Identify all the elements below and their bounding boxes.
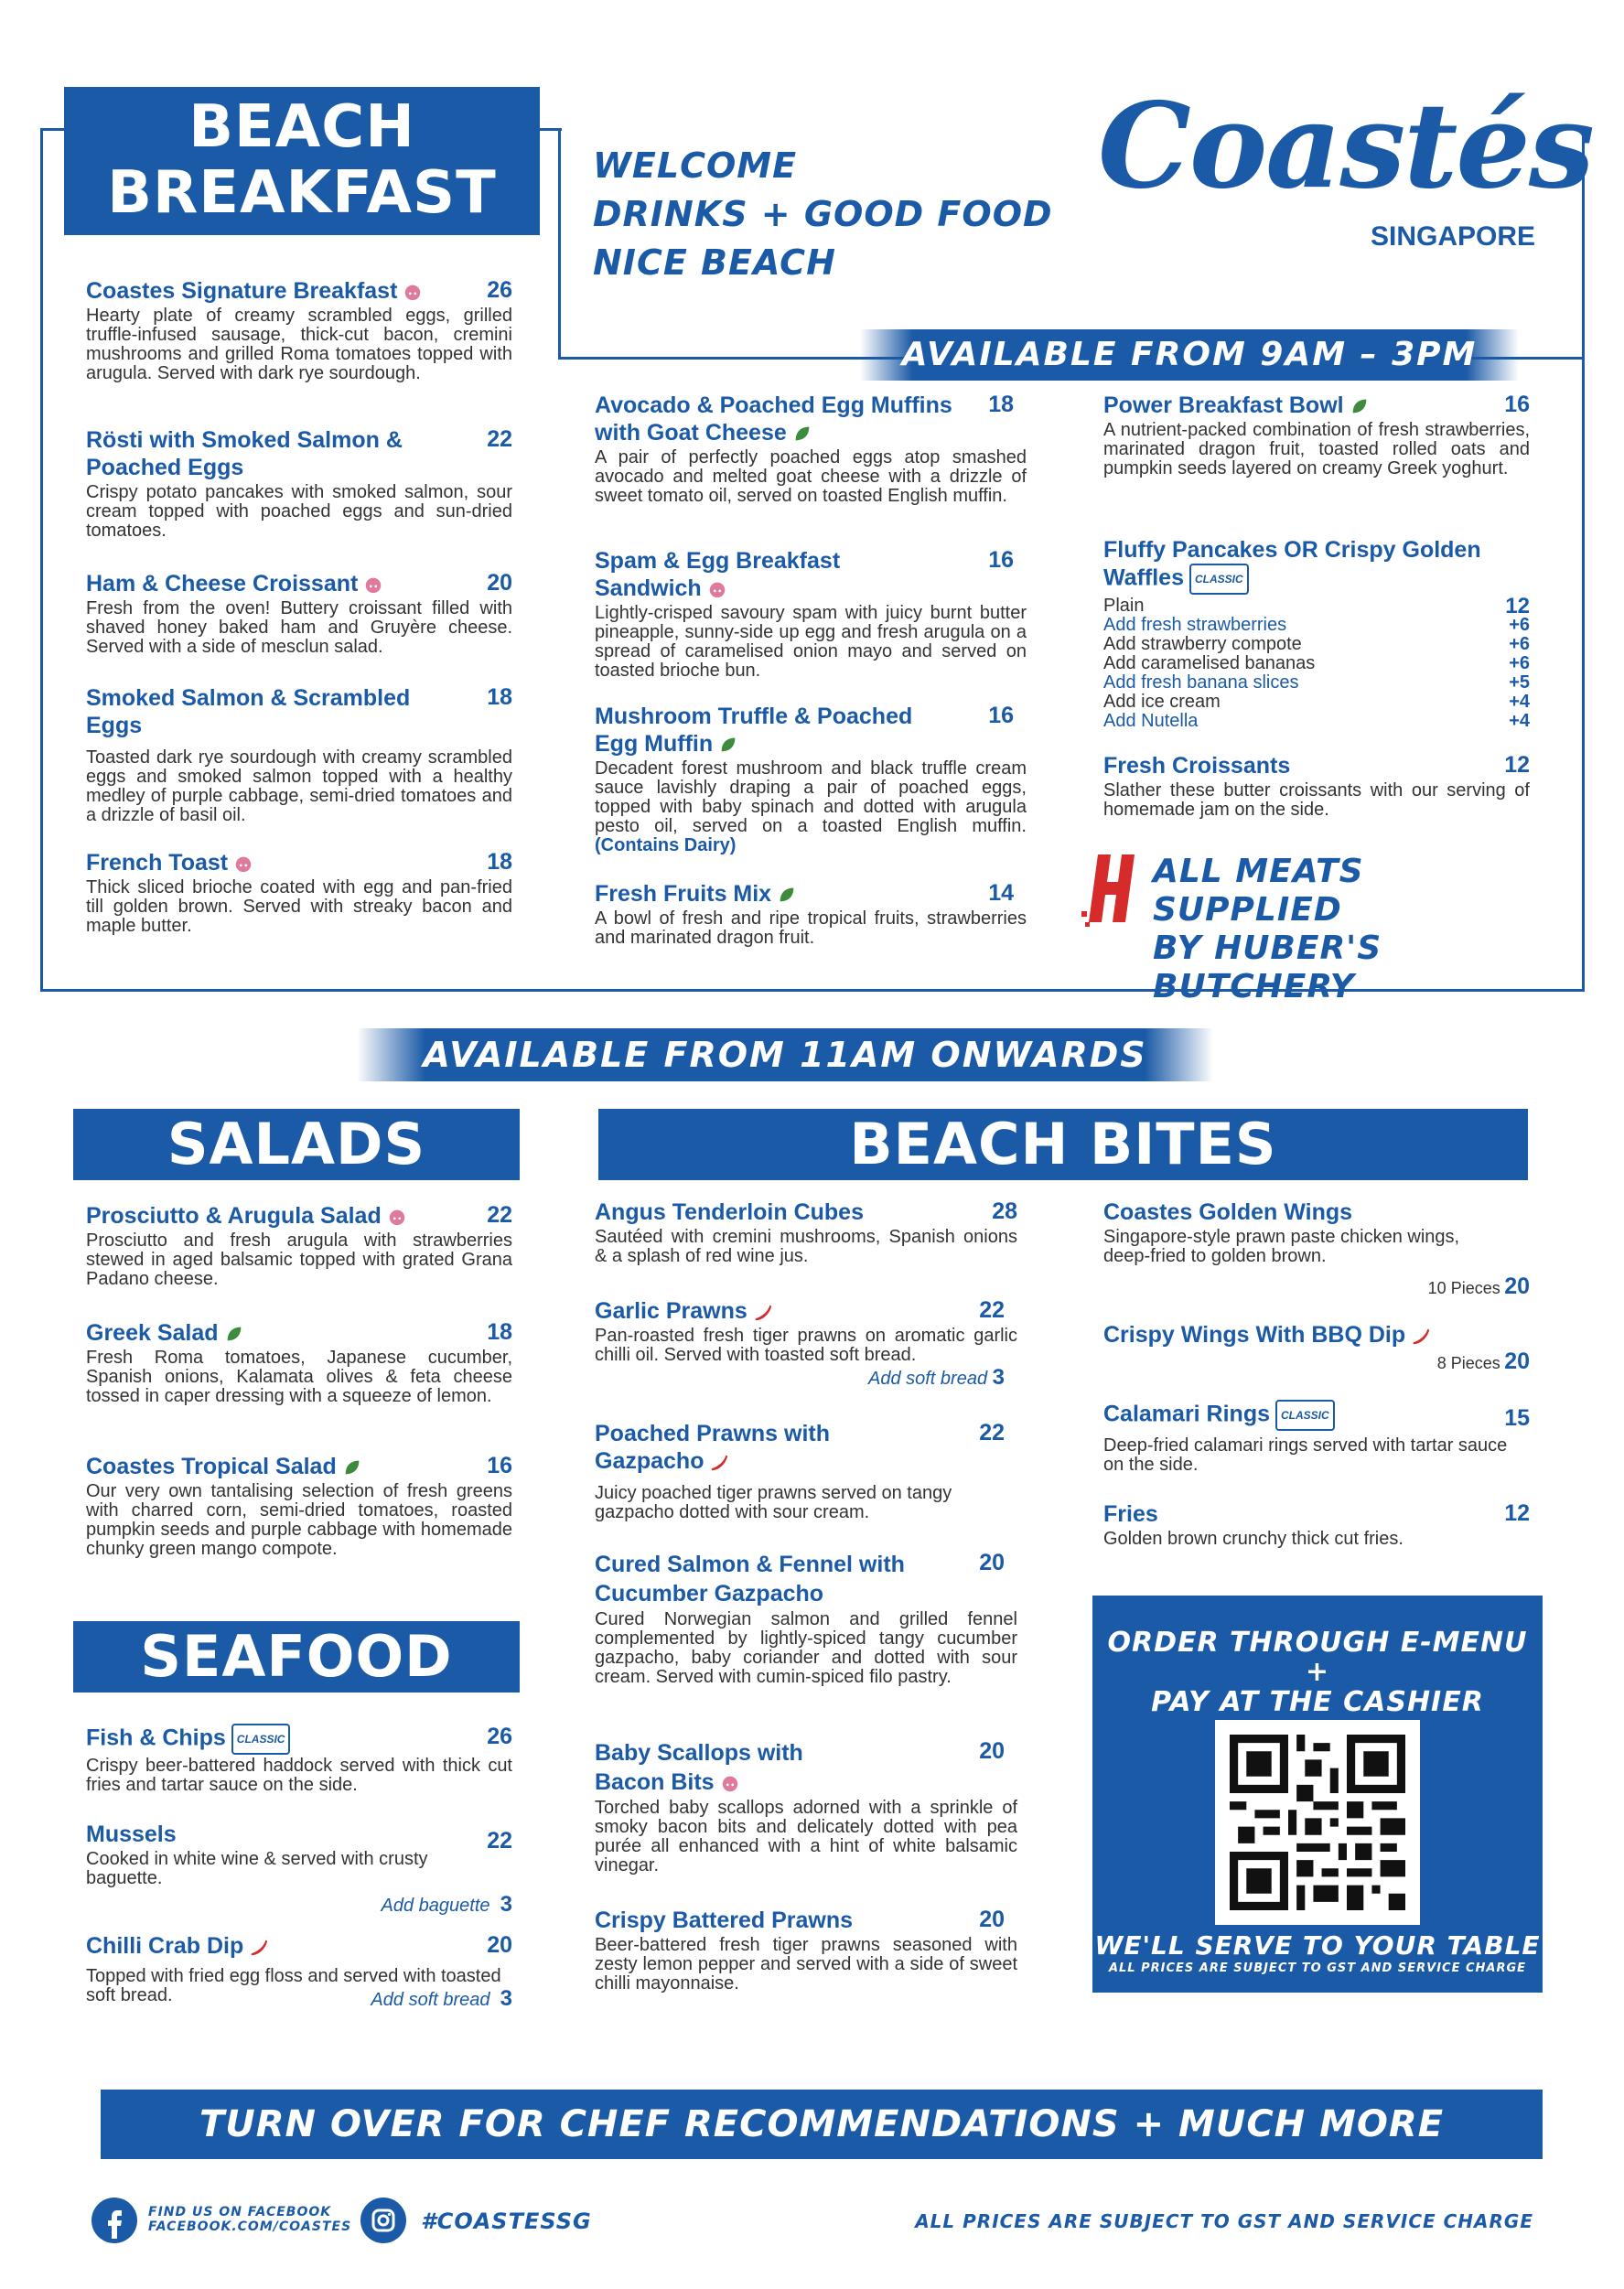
order-box xyxy=(1092,1596,1543,1993)
option-price: +6 xyxy=(1509,653,1530,673)
butcher-line2: BY HUBER'S BUTCHERY xyxy=(1153,930,1382,1005)
logo-wordmark: Coastés xyxy=(1098,78,1593,215)
item-name: Coastes Tropical Salad xyxy=(86,1454,337,1479)
vegetarian-leaf-icon xyxy=(718,735,738,755)
item-name: Avocado & Poached Egg Muffins with Goat Cheese xyxy=(595,392,952,446)
vegetarian-leaf-icon xyxy=(342,1457,362,1478)
item-desc: A pair of perfectly poached eggs atop smashed avocado and melted goat cheese with a drizzle of sweet tomato oil, served on toasted English muffin. xyxy=(595,447,1027,506)
item-desc: Prosciutto and fresh arugula with strawberries stewed in aged balsamic topped with grated Grana Padano cheese. xyxy=(86,1230,512,1289)
addon-price: 3 xyxy=(500,1986,512,2011)
item-desc: Crispy potato pancakes with smoked salmon, sour cream topped with poached eggs and sun-dried tomatoes. xyxy=(86,482,512,541)
menu-item xyxy=(1103,392,1530,478)
breakfast-header xyxy=(64,87,540,235)
facebook-icon xyxy=(91,2198,137,2243)
item-price: 20 xyxy=(1504,1349,1530,1374)
item-price: 18 xyxy=(988,392,1014,417)
footer-note: ALL PRICES ARE SUBJECT TO GST AND SERVICE CHARGE xyxy=(915,2210,1533,2232)
turnover-banner: TURN OVER FOR CHEF RECOMMENDATIONS + MUCH MORE xyxy=(101,2090,1543,2159)
item-desc: Fresh from the oven! Buttery croissant filled with shaved honey baked ham and Gruyère cheese. Served with a side of mesclun salad. xyxy=(86,598,512,657)
item-price: 22 xyxy=(979,1420,1005,1445)
item-price: 18 xyxy=(487,684,512,710)
option-label: Add strawberry compote xyxy=(1103,634,1302,654)
item-name: Coastes Golden Wings xyxy=(1103,1199,1353,1225)
pork-icon xyxy=(707,579,727,599)
option-label: Add caramelised bananas xyxy=(1103,653,1316,673)
item-name: Fries xyxy=(1103,1501,1158,1527)
breakfast-frame-divider xyxy=(558,128,561,357)
item-price: 22 xyxy=(487,426,512,452)
item-price: 20 xyxy=(1504,1273,1530,1299)
pork-icon xyxy=(403,282,423,302)
option-price: 12 xyxy=(1505,594,1530,618)
qr-code[interactable] xyxy=(1215,1720,1420,1925)
breakfast-banner: AVAILABLE FROM 9AM – 3PM xyxy=(860,329,1519,381)
item-name: Mussels xyxy=(86,1822,177,1847)
item-price: 16 xyxy=(988,703,1014,728)
menu-item xyxy=(1103,752,1530,820)
classic-badge: CLASSIC xyxy=(231,1724,291,1755)
menu-item xyxy=(595,1420,1017,1522)
item-price: 20 xyxy=(979,1738,1005,1764)
item-price: 20 xyxy=(487,1932,512,1958)
addon xyxy=(595,1365,1017,1391)
item-name: Fresh Croissants xyxy=(1103,753,1291,779)
item-desc: Pan-roasted fresh tiger prawns on aromatic garlic chilli oil. Served with toasted soft bread. xyxy=(595,1326,1017,1365)
addon-price: 3 xyxy=(500,1892,512,1917)
item-name: Baby Scallops with Bacon Bits xyxy=(595,1740,803,1795)
vegetarian-leaf-icon xyxy=(1350,396,1370,416)
butcher-note xyxy=(1080,851,1555,1005)
item-name: French Toast xyxy=(86,850,229,876)
facebook-url: FACEBOOK.COM/COASTES xyxy=(148,2219,352,2234)
menu-item xyxy=(86,1319,512,1406)
item-desc: A nutrient-packed combination of fresh strawberries, marinated dragon fruit, toasted rolled oats and pumpkin seeds layered on creamy Greek yoghurt. xyxy=(1103,420,1530,478)
item-name: Coastes Signature Breakfast xyxy=(86,278,398,304)
breakfast-header-line2: BREAKFAST xyxy=(107,159,497,227)
menu-item xyxy=(86,1821,512,1918)
order-fine-print: ALL PRICES ARE SUBJECT TO GST AND SERVICE CHARGE xyxy=(1108,1961,1527,1975)
addon-label: Add soft bread xyxy=(867,1369,988,1389)
item-name: Fluffy Pancakes OR Crispy Golden Waffles xyxy=(1103,537,1481,591)
menu-item xyxy=(595,1198,1017,1266)
menu-item xyxy=(1103,1400,1530,1475)
item-desc: Thick sliced brioche coated with egg and pan-fried till golden brown. Served with streaky bacon and maple butter. xyxy=(86,877,512,936)
menu-item xyxy=(1103,1198,1530,1300)
menu-item xyxy=(1103,1321,1530,1375)
menu-item xyxy=(86,426,512,541)
item-name: Ham & Cheese Croissant xyxy=(86,571,359,596)
portion xyxy=(1103,1349,1530,1375)
classic-badge: CLASSIC xyxy=(1189,564,1249,595)
item-desc: Lightly-crisped savoury spam with juicy burnt butter pineapple, sunny-side up egg and fresh arugula on a spread of caramelised onion mayo and served on toasted brioche bun. xyxy=(595,603,1027,681)
option-row xyxy=(1103,693,1530,712)
item-price: 16 xyxy=(487,1453,512,1478)
item-price: 22 xyxy=(979,1297,1005,1323)
item-price: 20 xyxy=(979,1550,1005,1575)
item-price: 18 xyxy=(487,849,512,875)
instagram-link[interactable] xyxy=(360,2198,592,2245)
item-desc: A bowl of fresh and ripe tropical fruits, strawberries and marinated dragon fruit. xyxy=(595,908,1027,948)
item-price: 20 xyxy=(979,1907,1005,1932)
order-plus: + xyxy=(1305,1656,1330,1688)
menu-item xyxy=(595,1738,1017,1875)
item-price: 16 xyxy=(988,547,1014,573)
item-name: Prosciutto & Arugula Salad xyxy=(86,1203,382,1229)
menu-item xyxy=(86,684,512,825)
addon-label: Add baguette xyxy=(381,1896,490,1916)
item-name: Smoked Salmon & Scrambled Eggs xyxy=(86,685,411,738)
chilli-icon xyxy=(753,1302,773,1322)
item-price: 22 xyxy=(487,1828,512,1854)
order-line1: ORDER THROUGH E-MENU xyxy=(1107,1627,1528,1659)
chilli-icon xyxy=(249,1937,269,1957)
instagram-icon xyxy=(360,2198,406,2243)
pancake-options xyxy=(1103,596,1530,731)
logo-subtitle: SINGAPORE xyxy=(1370,221,1535,252)
menu-item xyxy=(595,547,1027,681)
menu-item xyxy=(1103,1500,1530,1549)
item-name: Power Breakfast Bowl xyxy=(1103,392,1344,418)
qr-code-image xyxy=(1230,1735,1405,1910)
item-price: 18 xyxy=(487,1319,512,1345)
menu-item xyxy=(595,1907,1017,1993)
vegetarian-leaf-icon xyxy=(224,1324,244,1344)
option-row xyxy=(1103,616,1530,635)
option-price: +5 xyxy=(1509,672,1530,693)
menu-item xyxy=(86,1932,512,2012)
item-name: Crispy Wings With BBQ Dip xyxy=(1103,1322,1406,1348)
option-label: Add fresh banana slices xyxy=(1103,672,1299,693)
item-price: 22 xyxy=(487,1202,512,1228)
item-price: 28 xyxy=(992,1198,1017,1224)
item-desc: Juicy poached tiger prawns served on tangy gazpacho dotted with sour cream. xyxy=(595,1483,952,1522)
logo xyxy=(1098,73,1593,274)
option-label: Add ice cream xyxy=(1103,692,1221,712)
portion-label: 8 Pieces xyxy=(1436,1354,1500,1372)
welcome-line3: NICE BEACH xyxy=(593,242,836,283)
item-desc: Sautéed with cremini mushrooms, Spanish onions & a splash of red wine jus. xyxy=(595,1227,1017,1266)
item-desc: Hearty plate of creamy scrambled eggs, grilled truffle-infused sausage, thick-cut bacon, cremini mushrooms and grilled Roma tomatoes topped with arugula. Served with dark rye sourdough. xyxy=(86,306,512,383)
welcome-line1: WELCOME xyxy=(593,145,798,186)
item-name: Crispy Battered Prawns xyxy=(595,1908,854,1933)
welcome-line2: DRINKS + GOOD FOOD xyxy=(593,194,1053,234)
salads-header: SALADS xyxy=(73,1109,520,1180)
menu-item xyxy=(86,570,512,657)
vegetarian-leaf-icon xyxy=(777,885,797,905)
menu-item xyxy=(86,1453,512,1559)
item-desc: Cooked in white wine & served with crusty baguette. xyxy=(86,1849,428,1888)
item-price: 14 xyxy=(988,880,1014,906)
item-name: Spam & Egg Breakfast Sandwich xyxy=(595,548,841,601)
item-note: (Contains Dairy) xyxy=(595,835,737,855)
vegetarian-leaf-icon xyxy=(792,424,812,444)
pork-icon xyxy=(233,854,253,874)
pork-icon xyxy=(387,1207,407,1227)
item-desc: Golden brown crunchy thick cut fries. xyxy=(1103,1529,1404,1549)
item-desc: Deep-fried calamari rings served with tartar sauce on the side. xyxy=(1103,1435,1508,1475)
item-desc: Decadent forest mushroom and black truffle cream sauce lavishly draping a pair of poached eggs, topped with baby spinach and dotted with arugula pesto oil, served on a toasted English muffin. xyxy=(595,758,1027,836)
item-desc: Torched baby scallops adorned with a sprinkle of smoky bacon bits and delicately dotted with pea purée all enhanced with a hint of white balsamic vinegar. xyxy=(595,1798,1017,1875)
item-desc: Topped with fried egg floss and served with toasted soft bread. xyxy=(86,1966,501,2005)
option-price: +4 xyxy=(1509,692,1530,712)
item-name: Garlic Prawns xyxy=(595,1298,747,1324)
classic-badge: CLASSIC xyxy=(1275,1400,1335,1431)
item-name: Mushroom Truffle & Poached Egg Muffin xyxy=(595,704,913,757)
item-price: 16 xyxy=(1504,392,1530,417)
option-row xyxy=(1103,654,1530,673)
item-name: Poached Prawns with Gazpacho xyxy=(595,1421,831,1474)
breakfast-header-line1: BEACH xyxy=(188,93,415,161)
menu-item xyxy=(86,277,512,383)
menu-item-pancakes xyxy=(1103,536,1530,731)
item-price: 12 xyxy=(1504,752,1530,778)
item-desc: Our very own tantalising selection of fresh greens with charred corn, semi-dried tomatoes, roasted pumpkin seeds and purple cabbage with homemade chunky green mango compote. xyxy=(86,1481,512,1559)
beach-bites-header: BEACH BITES xyxy=(598,1109,1528,1180)
item-name: Chilli Crab Dip xyxy=(86,1933,244,1959)
item-name: Fresh Fruits Mix xyxy=(595,881,772,907)
order-line2: PAY AT THE CASHIER xyxy=(1151,1686,1484,1718)
addon-label: Add soft bread xyxy=(371,1990,490,2010)
item-desc: Crispy beer-battered haddock served with thick cut fries and tartar sauce on the side. xyxy=(86,1756,512,1795)
order-serve: WE'LL SERVE TO YOUR TABLE xyxy=(1094,1930,1541,1961)
item-price: 20 xyxy=(487,570,512,596)
option-row xyxy=(1103,712,1530,731)
addon xyxy=(86,1892,512,1918)
item-desc: Slather these butter croissants with our serving of homemade jam on the side. xyxy=(1103,780,1530,820)
item-desc: Cured Norwegian salmon and grilled fennel complemented by lightly-spiced tangy cucumber gazpacho, baby coriander and dotted with sour cream. Served with cumin-spiced filo pastry. xyxy=(595,1609,1017,1687)
option-label: Add Nutella xyxy=(1103,711,1199,731)
addon-price: 3 xyxy=(992,1365,1005,1390)
hubers-logo-icon xyxy=(1080,851,1138,933)
menu-item xyxy=(595,392,1027,506)
pork-icon xyxy=(363,575,383,595)
option-price: +6 xyxy=(1509,634,1530,654)
item-price: 12 xyxy=(1504,1500,1530,1526)
butcher-line1: ALL MEATS SUPPLIED xyxy=(1153,853,1364,929)
seafood-header: SEAFOOD xyxy=(73,1621,520,1693)
instagram-handle: #COASTESSG xyxy=(421,2208,592,2234)
option-price: +6 xyxy=(1509,615,1530,635)
option-row xyxy=(1103,635,1530,654)
item-name: Greek Salad xyxy=(86,1320,219,1346)
item-desc: Fresh Roma tomatoes, Japanese cucumber, Spanish onions, Kalamata olives & feta cheese tossed in caper dressing with a squeeze of lemon. xyxy=(86,1348,512,1406)
option-label: Plain xyxy=(1103,596,1145,616)
option-label: Add fresh strawberries xyxy=(1103,615,1287,635)
item-desc: Singapore-style prawn paste chicken wings, deep-fried to golden brown. xyxy=(1103,1227,1460,1266)
menu-item xyxy=(595,880,1027,948)
menu-item xyxy=(595,1550,1017,1687)
menu-item xyxy=(595,703,1027,855)
item-name: Fish & Chips xyxy=(86,1725,226,1751)
menu-item xyxy=(86,1202,512,1289)
chilli-icon xyxy=(1411,1326,1431,1346)
menu-item xyxy=(86,1724,512,1795)
item-name: Cured Salmon & Fennel with Cucumber Gazpacho xyxy=(595,1552,905,1607)
item-price: 26 xyxy=(487,277,512,303)
item-desc: Toasted dark rye sourdough with creamy scrambled eggs and smoked salmon topped with a healthy medley of purple cabbage, semi-dried tomatoes and a drizzle of basil oil. xyxy=(86,747,512,825)
item-price: 26 xyxy=(487,1724,512,1749)
facebook-label: FIND US ON FACEBOOK xyxy=(148,2205,332,2219)
item-name: Rösti with Smoked Salmon & Poached Eggs xyxy=(86,427,403,480)
option-row xyxy=(1103,596,1530,616)
menu-item xyxy=(86,849,512,936)
item-desc: Beer-battered fresh tiger prawns seasoned with zesty lemon pepper and served with a side of sweet chilli mayonnaise. xyxy=(595,1935,1017,1993)
item-name: Calamari Rings xyxy=(1103,1401,1271,1427)
option-row xyxy=(1103,673,1530,693)
item-name: Angus Tenderloin Cubes xyxy=(595,1199,864,1225)
welcome-text xyxy=(593,142,1053,287)
facebook-link[interactable] xyxy=(91,2198,366,2245)
option-price: +4 xyxy=(1509,711,1530,731)
portion xyxy=(1103,1273,1530,1300)
item-price: 15 xyxy=(1504,1405,1530,1431)
chilli-icon xyxy=(709,1452,729,1472)
portion-label: 10 Pieces xyxy=(1427,1279,1500,1297)
pork-icon xyxy=(720,1773,740,1793)
lunch-banner: AVAILABLE FROM 11AM ONWARDS xyxy=(357,1028,1213,1081)
menu-item xyxy=(595,1297,1017,1391)
